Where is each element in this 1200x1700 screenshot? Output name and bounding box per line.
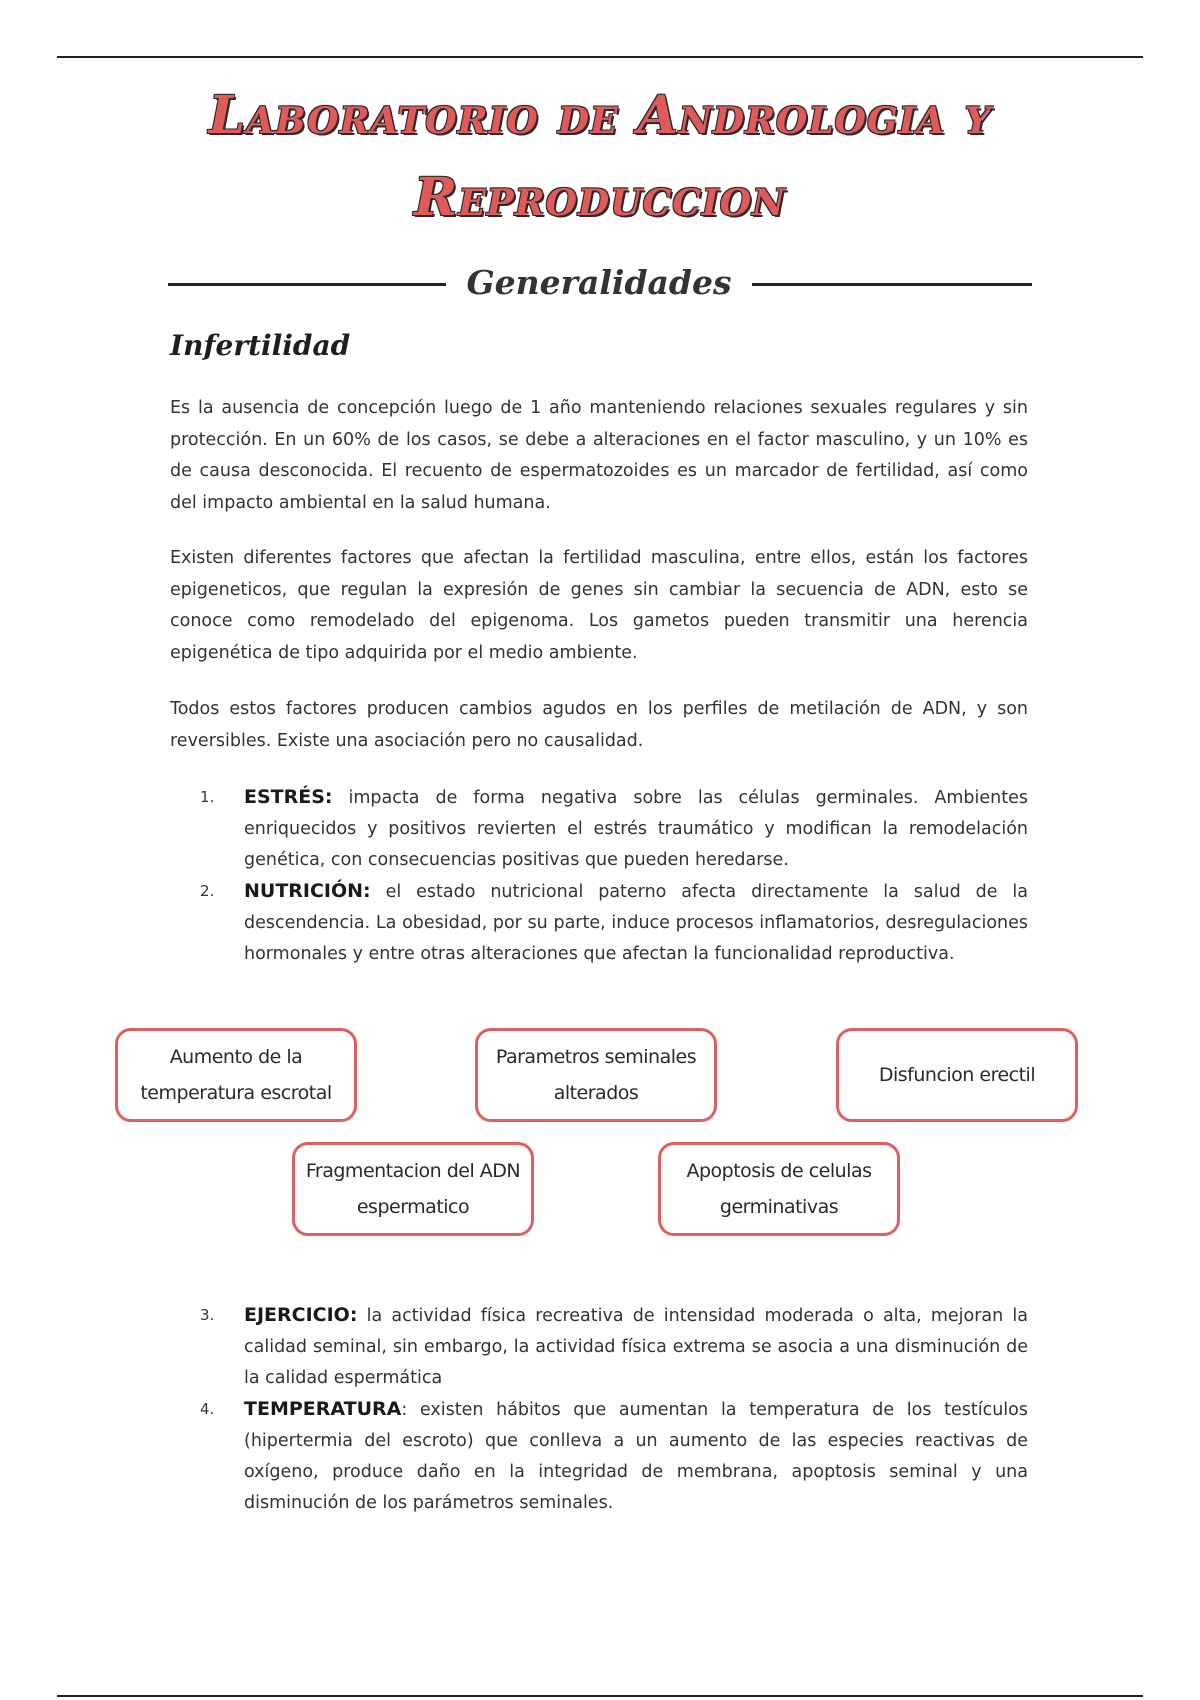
- list-item-keyword: TEMPERATURA: [244, 1398, 402, 1420]
- paragraph-1: Es la ausencia de concepción luego de 1 año manteniendo relaciones sexuales regulares y sin protección. En un 60% de los casos, se debe a alteraciones en el factor masculino, y un 10% es de causa desconocida. El recuento de espermatozoides es un marcador de fertilidad, así como del impacto ambiental en la salud humana.: [170, 398, 1028, 513]
- list-item-keyword: EJERCICIO:: [244, 1304, 358, 1326]
- top-rule: [57, 56, 1143, 58]
- section-heading-right-line: [752, 283, 1032, 286]
- page-title-line-2: Reproduccion: [413, 167, 787, 228]
- list-item-ejercicio: [200, 1300, 1028, 1394]
- section-heading-left-line: [168, 283, 446, 286]
- paragraph-2: Existen diferentes factores que afectan la fertilidad masculina, entre ellos, están los factores epigeneticos, que regulan la expresión de genes sin cambiar la secuencia de ADN, esto se conoce como remodelado del epigenoma. Los gametos pueden transmitir una herencia epigenética de tipo adquirida por el medio ambiente.: [170, 548, 1028, 663]
- list-item-number: 2.: [200, 882, 215, 900]
- list-item-estres: [200, 782, 1028, 876]
- effect-box-temperatura: Aumento de la temperatura escrotal: [115, 1028, 357, 1122]
- list-item-text: impacta de forma negativa sobre las células germinales. Ambientes enriquecidos y positivos revierten el estrés traumático y modifican la remodelación genética, con consecuencias positivas que pueden heredarse.: [244, 788, 1028, 870]
- list-item-text: el estado nutricional paterno afecta directamente la salud de la descendencia. La obesidad, por su parte, induce procesos inflamatorios, desregulaciones hormonales y entre otras alteraciones que afectan la funcionalidad reproductiva.: [244, 882, 1028, 964]
- effect-box-fragmentacion: Fragmentacion del ADN espermatico: [292, 1142, 534, 1236]
- section-heading-text: Generalidades: [466, 263, 732, 302]
- subheading-infertilidad: Infertilidad: [170, 329, 351, 362]
- list-item-keyword: NUTRICIÓN:: [244, 880, 371, 902]
- list-item-number: 4.: [200, 1400, 215, 1418]
- factor-list-part-1: [200, 782, 1028, 970]
- bottom-rule: [57, 1695, 1143, 1697]
- list-item-text: la actividad física recreativa de intensidad moderada o alta, mejoran la calidad seminal, sin embargo, la actividad física extrema se asocia a una disminución de la calidad espermática: [244, 1306, 1028, 1388]
- effect-box-parametros: Parametros seminales alterados: [475, 1028, 717, 1122]
- list-item-text: : existen hábitos que aumentan la temperatura de los testículos (hipertermia del escroto) que conlleva a un aumento de las especies reactivas de oxígeno, produce daño en la integridad de membrana, apoptosis seminal y una disminución de los parámetros seminales.: [244, 1400, 1028, 1513]
- paragraph-3: Todos estos factores producen cambios agudos en los perfiles de metilación de ADN, y son reversibles. Existe una asociación pero no causalidad.: [170, 699, 1028, 751]
- list-item-keyword: ESTRÉS:: [244, 786, 333, 808]
- page-title-line-1: Laboratorio de Andrologia y: [208, 85, 992, 146]
- effect-box-disfuncion: Disfuncion erectil: [836, 1028, 1078, 1122]
- effect-box-apoptosis: Apoptosis de celulas germinativas: [658, 1142, 900, 1236]
- section-heading: [168, 258, 1032, 308]
- list-item-number: 1.: [200, 788, 215, 806]
- list-item-nutricion: [200, 876, 1028, 970]
- factor-list-part-2: [200, 1300, 1028, 1519]
- list-item-number: 3.: [200, 1306, 215, 1324]
- list-item-temperatura: [200, 1394, 1028, 1519]
